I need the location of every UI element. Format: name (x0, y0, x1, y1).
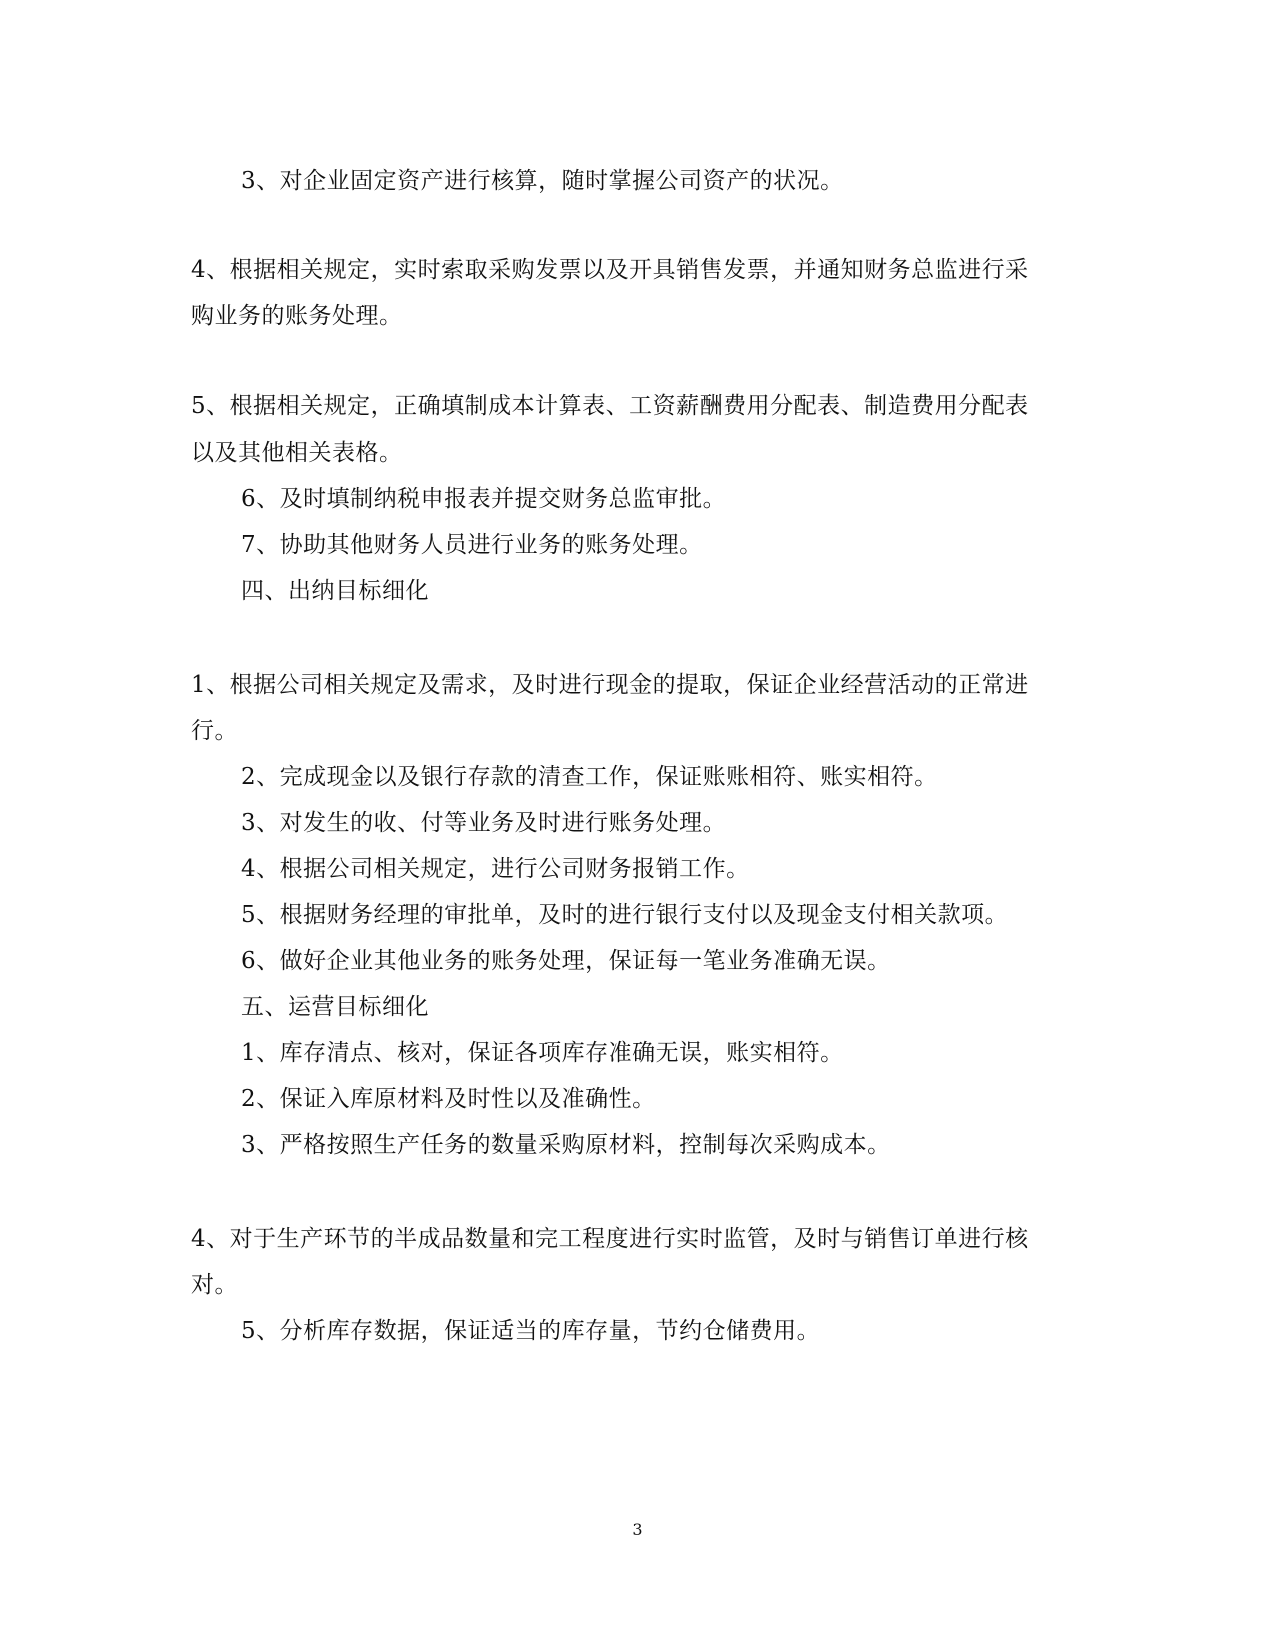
text-line: 对。 (191, 1272, 238, 1298)
section-heading: 四、出纳目标细化 (241, 578, 429, 604)
text-line: 5、分析库存数据，保证适当的库存量，节约仓储费用。 (241, 1318, 821, 1344)
text-line: 1、根据公司相关规定及需求，及时进行现金的提取，保证企业经营活动的正常进 (191, 672, 1029, 698)
text-line: 6、做好企业其他业务的账务处理，保证每一笔业务准确无误。 (241, 948, 891, 974)
text-line: 购业务的账务处理。 (191, 303, 403, 329)
text-line: 3、对发生的收、付等业务及时进行账务处理。 (241, 810, 727, 836)
page-number: 3 (632, 1520, 643, 1539)
text-line: 4、根据相关规定，实时索取采购发票以及开具销售发票，并通知财务总监进行采 (191, 257, 1029, 283)
text-line: 2、保证入库原材料及时性以及准确性。 (241, 1086, 656, 1112)
text-line: 7、协助其他财务人员进行业务的账务处理。 (241, 532, 703, 558)
text-line: 以及其他相关表格。 (191, 440, 403, 466)
text-line: 3、对企业固定资产进行核算，随时掌握公司资产的状况。 (241, 168, 844, 194)
text-line: 3、严格按照生产任务的数量采购原材料，控制每次采购成本。 (241, 1132, 891, 1158)
text-line: 5、根据相关规定，正确填制成本计算表、工资薪酬费用分配表、制造费用分配表 (191, 393, 1029, 419)
section-heading: 五、运营目标细化 (241, 994, 429, 1020)
text-line: 2、完成现金以及银行存款的清查工作，保证账账相符、账实相符。 (241, 764, 938, 790)
text-line: 5、根据财务经理的审批单，及时的进行银行支付以及现金支付相关款项。 (241, 902, 1009, 928)
text-line: 6、及时填制纳税申报表并提交财务总监审批。 (241, 486, 727, 512)
text-line: 行。 (191, 718, 238, 744)
text-line: 1、库存清点、核对，保证各项库存准确无误，账实相符。 (241, 1040, 844, 1066)
text-line: 4、对于生产环节的半成品数量和完工程度进行实时监管，及时与销售订单进行核 (191, 1226, 1029, 1252)
text-line: 4、根据公司相关规定，进行公司财务报销工作。 (241, 856, 750, 882)
